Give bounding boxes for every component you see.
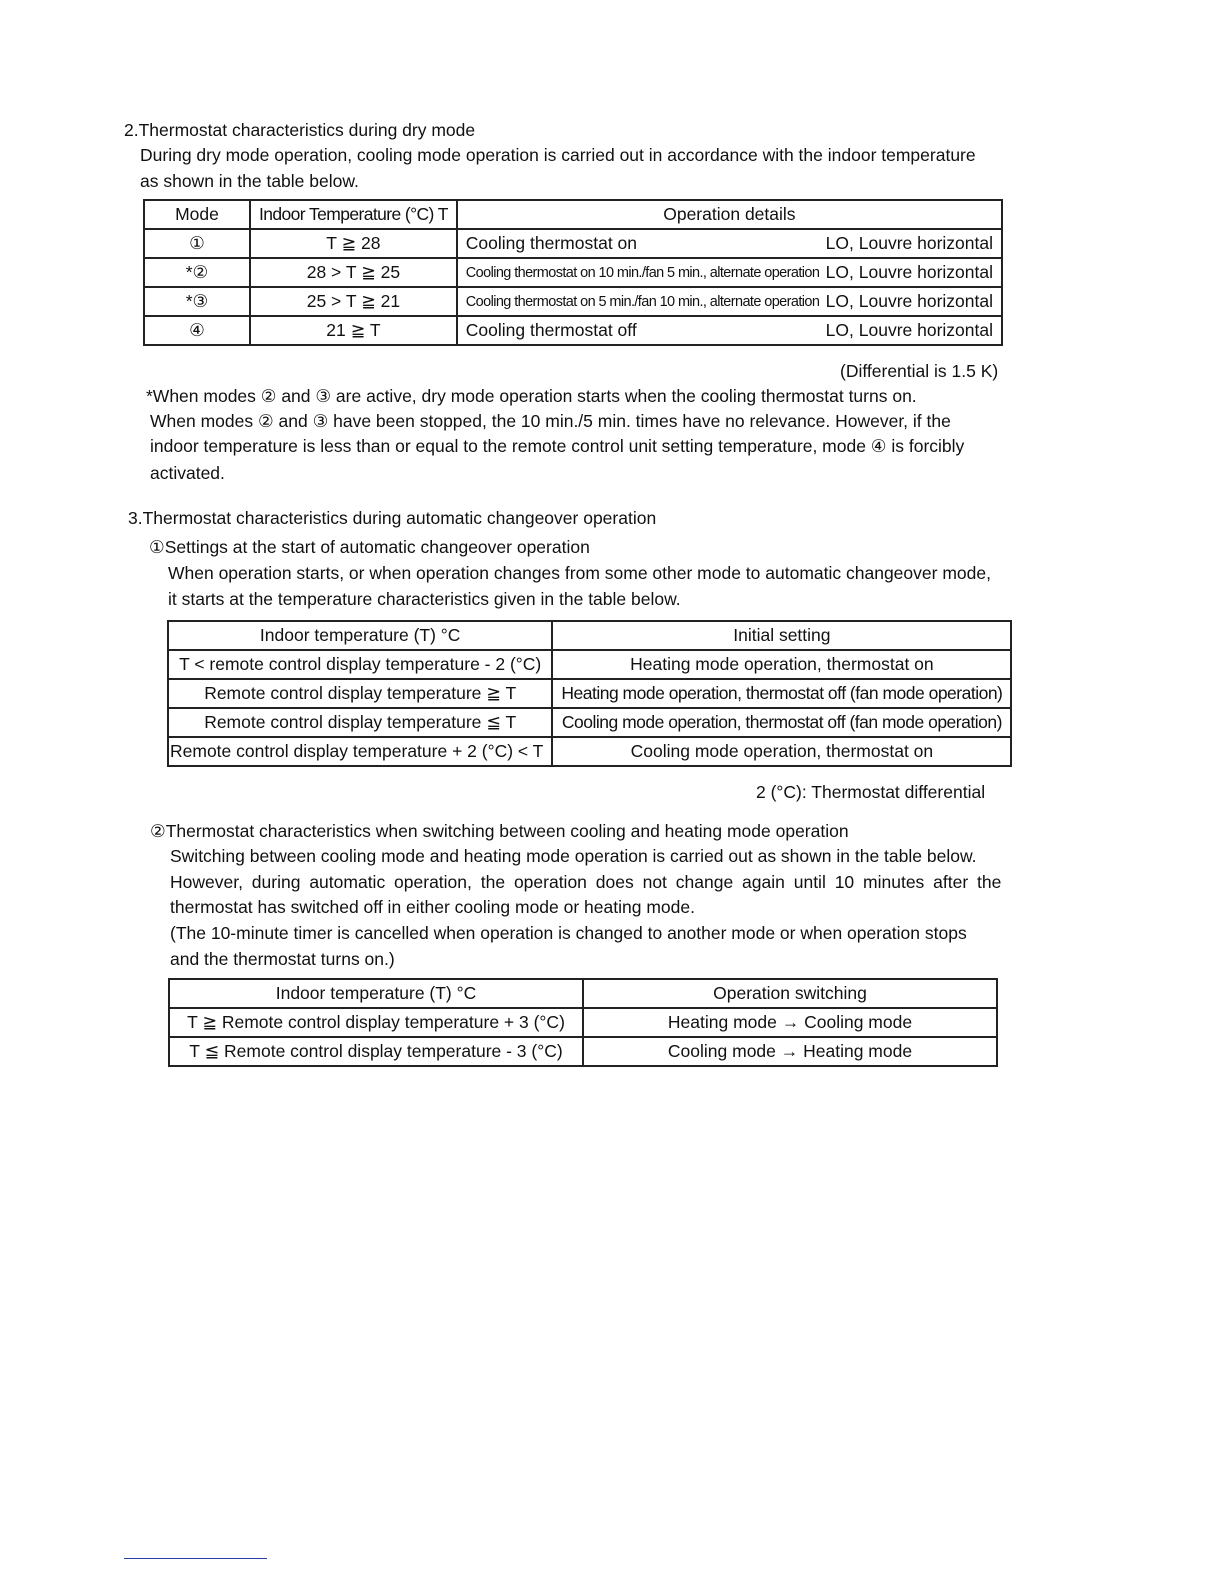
- section3-sub2-line1: Switching between cooling mode and heating mode operation is carried out as shown in the table below.: [170, 846, 977, 866]
- fan-text: LO, Louvre horizontal: [825, 233, 993, 253]
- section2-intro-line1: During dry mode operation, cooling mode operation is carried out in accordance with the indoor temperature: [140, 145, 976, 165]
- header-operation-switching: Operation switching: [583, 979, 997, 1008]
- fan-text: LO, Louvre horizontal: [825, 262, 993, 282]
- temp-cell: T ≧ 28: [250, 229, 457, 258]
- mode-cell: *③: [144, 287, 250, 316]
- switching-cell: Cooling mode → Heating mode: [583, 1037, 997, 1066]
- mode-cell: ④: [144, 316, 250, 345]
- section3-sub2-line2: However, during automatic operation, the operation does not change again until 10 minutes after the: [170, 872, 1002, 892]
- table-row: [144, 316, 1002, 345]
- header-mode: Mode: [144, 200, 250, 229]
- section3-heading: 3.Thermostat characteristics during automatic changeover operation: [128, 508, 657, 528]
- setting-cell: Heating mode operation, thermostat off (fan mode operation): [552, 679, 1011, 708]
- setting-cell: Cooling mode operation, thermostat on: [552, 737, 1011, 766]
- mode-cell: ①: [144, 229, 250, 258]
- header-indoor-temp: Indoor Temperature (°C) T: [250, 200, 457, 229]
- table-row: [144, 258, 1002, 287]
- table-row: [168, 737, 1011, 766]
- switching-cell: Heating mode → Cooling mode: [583, 1008, 997, 1037]
- indoor-cell: Remote control display temperature ≦ T: [168, 708, 552, 737]
- table-row: [168, 650, 1011, 679]
- dry-mode-differential-note: (Differential is 1.5 K): [840, 361, 999, 381]
- detail-cell: [457, 229, 1002, 258]
- mode-cell: *②: [144, 258, 250, 287]
- detail-cell: [457, 316, 1002, 345]
- changeover-initial-setting-table: [167, 620, 1012, 767]
- detail-text: Cooling thermostat on: [465, 233, 638, 253]
- section3-sub2-line3: thermostat has switched off in either cooling mode or heating mode.: [170, 897, 695, 917]
- header-operation-details: Operation details: [457, 200, 1002, 229]
- temp-cell: 28 > T ≧ 25: [250, 258, 457, 287]
- setting-cell: Heating mode operation, thermostat on: [552, 650, 1011, 679]
- dry-mode-note-line3: indoor temperature is less than or equal to the remote control unit setting temperature, mode ④ is forcibly: [150, 436, 965, 456]
- section3-sub2-line5: and the thermostat turns on.): [170, 949, 395, 969]
- section3-sub1-line1: When operation starts, or when operation changes from some other mode to automatic changeover mode,: [168, 563, 991, 583]
- table-header-row: [168, 621, 1011, 650]
- dry-mode-table: [143, 199, 1003, 346]
- temp-cell: 25 > T ≧ 21: [250, 287, 457, 316]
- temp-cell: 21 ≧ T: [250, 316, 457, 345]
- detail-text: Cooling thermostat on 10 min./fan 5 min., alternate operation: [465, 264, 820, 281]
- header-indoor-temperature: Indoor temperature (T) °C: [169, 979, 583, 1008]
- indoor-cell: Remote control display temperature + 2 (°C) < T: [168, 737, 552, 766]
- thermostat-differential-note: 2 (°C): Thermostat differential: [756, 782, 986, 802]
- footer-rule: [124, 1558, 267, 1559]
- table-row: [144, 229, 1002, 258]
- header-initial-setting: Initial setting: [552, 621, 1011, 650]
- detail-text: Cooling thermostat on 5 min./fan 10 min., alternate operation: [465, 293, 820, 310]
- fan-text: LO, Louvre horizontal: [825, 291, 993, 311]
- table-row: [169, 1008, 997, 1037]
- section3-sub1-heading: ①Settings at the start of automatic changeover operation: [149, 537, 590, 557]
- dry-mode-note-line1: *When modes ② and ③ are active, dry mode operation starts when the cooling thermostat turns on.: [146, 386, 917, 406]
- detail-cell: [457, 258, 1002, 287]
- indoor-cell: T ≧ Remote control display temperature + 3 (°C): [169, 1008, 583, 1037]
- dry-mode-note-line4: activated.: [150, 463, 225, 483]
- setting-cell: Cooling mode operation, thermostat off (fan mode operation): [552, 708, 1011, 737]
- operation-switching-table: [168, 978, 998, 1067]
- table-row: [144, 287, 1002, 316]
- section2-intro-line2: as shown in the table below.: [140, 171, 359, 191]
- indoor-cell: Remote control display temperature ≧ T: [168, 679, 552, 708]
- section3-sub2-line4: (The 10-minute timer is cancelled when operation is changed to another mode or when operation stops: [170, 923, 967, 943]
- dry-mode-note-line2: When modes ② and ③ have been stopped, the 10 min./5 min. times have no relevance. However, if the: [150, 411, 951, 431]
- table-header-row: [144, 200, 1002, 229]
- indoor-cell: T ≦ Remote control display temperature - 3 (°C): [169, 1037, 583, 1066]
- header-indoor-temperature: Indoor temperature (T) °C: [168, 621, 552, 650]
- section3-sub1-line2: it starts at the temperature characteristics given in the table below.: [168, 589, 681, 609]
- table-row: [168, 708, 1011, 737]
- indoor-cell: T < remote control display temperature - 2 (°C): [168, 650, 552, 679]
- section2-heading: 2.Thermostat characteristics during dry mode: [124, 120, 476, 140]
- table-row: [168, 679, 1011, 708]
- detail-cell: [457, 287, 1002, 316]
- detail-text: Cooling thermostat off: [465, 320, 637, 340]
- table-header-row: [169, 979, 997, 1008]
- section3-sub2-heading: ②Thermostat characteristics when switching between cooling and heating mode operation: [150, 821, 849, 841]
- table-row: [169, 1037, 997, 1066]
- fan-text: LO, Louvre horizontal: [825, 320, 993, 340]
